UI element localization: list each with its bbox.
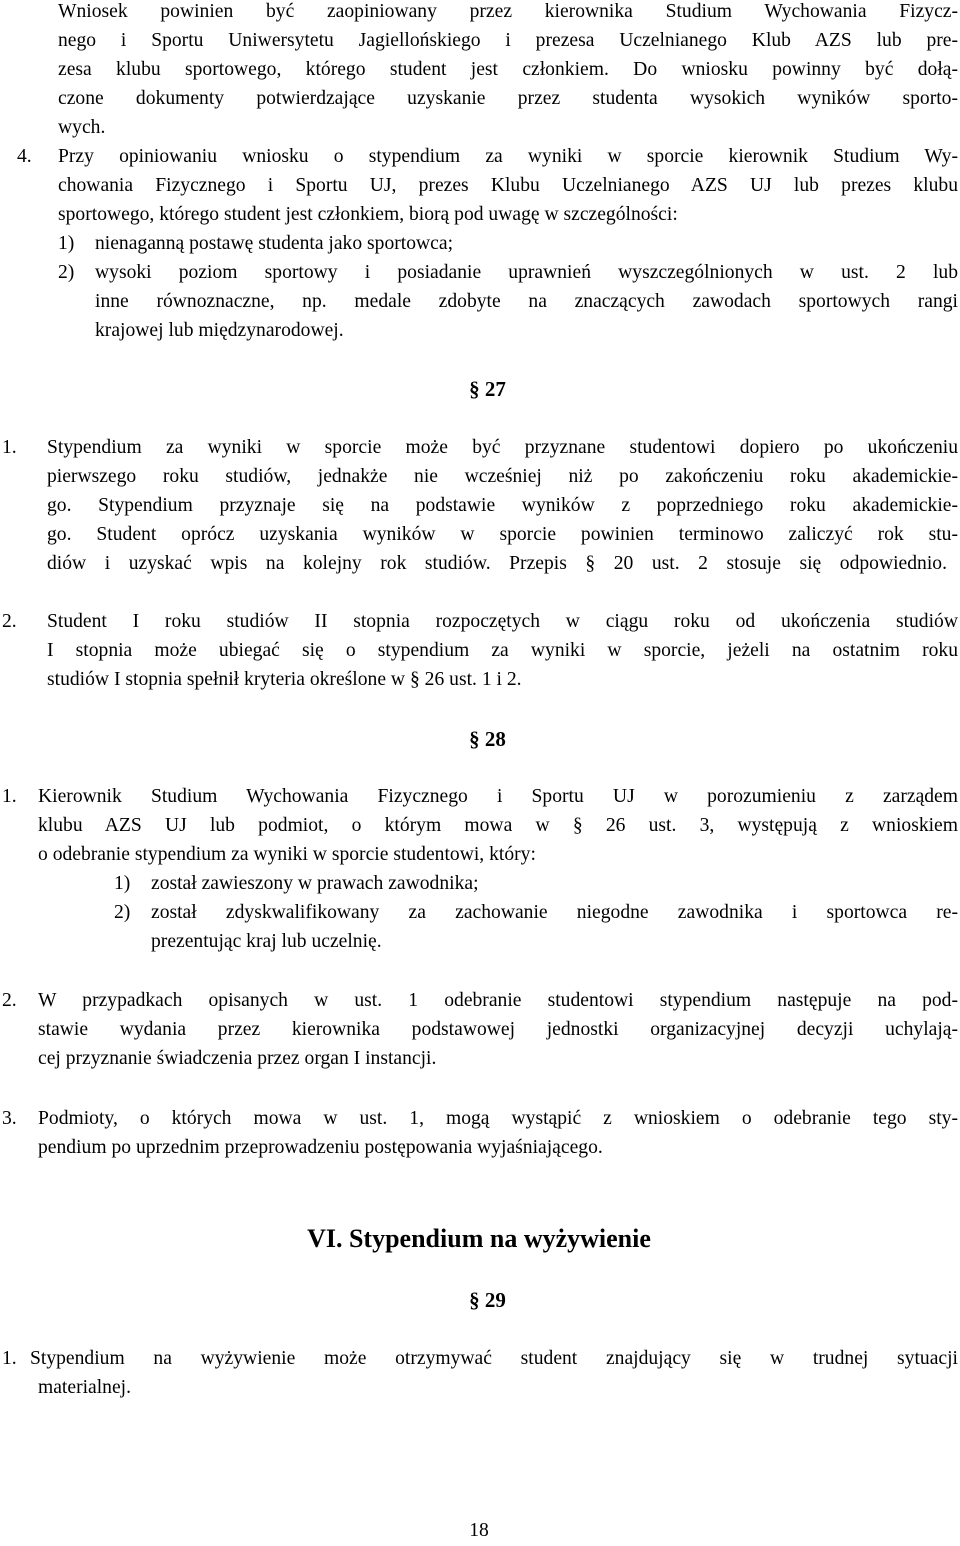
list-item-number: 1) xyxy=(114,873,131,894)
list-item-number: 2) xyxy=(58,262,75,283)
section-title: § 29 xyxy=(469,1288,506,1312)
page-number: 18 xyxy=(469,1520,489,1541)
paragraph-line: go. Student oprócz uzyskania wyników w sporcie powinien terminowo zaliczyć rok stu- xyxy=(47,524,958,545)
paragraph-line: diów i uzyskać wpis na kolejny rok studiów. Przepis § 20 ust. 2 stosuje się odpowiednio. xyxy=(47,553,947,574)
list-item-line: został zawieszony w prawach zawodnika; xyxy=(151,873,479,894)
intro-line: czone dokumenty potwierdzające uzyskanie przez studenta wysokich wyników sporto- xyxy=(58,88,958,109)
paragraph-line: Stypendium za wyniki w sporcie może być przyznane studentowi dopiero po ukończeniu xyxy=(47,437,958,458)
paragraph-line: Stypendium na wyżywienie może otrzymywać student znajdujący się w trudnej sytuacji xyxy=(30,1348,958,1369)
paragraph-number: 1. xyxy=(2,1348,17,1369)
list-item-line: nienaganną postawę studenta jako sportowca; xyxy=(95,233,454,254)
paragraph-number: 1. xyxy=(2,437,17,458)
paragraph-line: Podmioty, o których mowa w ust. 1, mogą wystąpić z wnioskiem o odebranie tego sty- xyxy=(38,1108,958,1129)
intro-line: Wniosek powinien być zaopiniowany przez kierownika Studium Wychowania Fizycz- xyxy=(58,1,958,22)
paragraph-number: 3. xyxy=(2,1108,17,1129)
intro-line: wych. xyxy=(58,117,106,138)
paragraph-number: 1. xyxy=(2,786,17,807)
intro-line: zesa klubu sportowego, którego student jest członkiem. Do wniosku powinny być dołą- xyxy=(58,59,958,80)
list-item-number: 2) xyxy=(114,902,131,923)
list-item-line: prezentując kraj lub uczelnię. xyxy=(151,931,382,952)
section-title: § 28 xyxy=(469,727,506,751)
paragraph-line: I stopnia może ubiegać się o stypendium za wyniki w sporcie, jeżeli na ostatnim roku xyxy=(47,640,958,661)
section-title: § 27 xyxy=(469,377,506,401)
paragraph-line: cej przyznanie świadczenia przez organ I instancji. xyxy=(38,1048,437,1069)
paragraph-line: Kierownik Studium Wychowania Fizycznego i Sportu UJ w porozumieniu z zarządem xyxy=(38,786,958,807)
list-item-number: 1) xyxy=(58,233,75,254)
list-item-line: został zdyskwalifikowany za zachowanie niegodne zawodnika i sportowca re- xyxy=(151,902,958,923)
paragraph-number: 2. xyxy=(2,990,17,1011)
paragraph-line: sportowego, którego student jest członkiem, biorą pod uwagę w szczególności: xyxy=(58,204,678,225)
paragraph-line: stawie wydania przez kierownika podstawowej jednostki organizacyjnej decyzji uchylają- xyxy=(38,1019,958,1040)
paragraph-line: W przypadkach opisanych w ust. 1 odebranie studentowi stypendium następuje na pod- xyxy=(38,990,958,1011)
paragraph-line: Przy opiniowaniu wniosku o stypendium za wyniki w sporcie kierownik Studium Wy- xyxy=(58,146,958,167)
paragraph-line: chowania Fizycznego i Sportu UJ, prezes Klubu Uczelnianego AZS UJ lub prezes klubu xyxy=(58,175,958,196)
paragraph-number: 2. xyxy=(2,611,17,632)
list-item-line: inne równoznaczne, np. medale zdobyte na znaczących zawodach sportowych rangi xyxy=(95,291,958,312)
chapter-heading: VI. Stypendium na wyżywienie xyxy=(307,1224,651,1253)
paragraph-line: pendium po uprzednim przeprowadzeniu postępowania wyjaśniającego. xyxy=(38,1137,603,1158)
list-item-line: krajowej lub międzynarodowej. xyxy=(95,320,344,341)
intro-line: nego i Sportu Uniwersytetu Jagiellońskiego i prezesa Uczelnianego Klub AZS lub pre- xyxy=(58,30,958,51)
paragraph-number: 4. xyxy=(17,146,32,167)
paragraph-line: Student I roku studiów II stopnia rozpoczętych w ciągu roku od ukończenia studiów xyxy=(47,611,958,632)
paragraph-line: klubu AZS UJ lub podmiot, o którym mowa w § 26 ust. 3, występują z wnioskiem xyxy=(38,815,958,836)
paragraph-line: materialnej. xyxy=(38,1377,132,1398)
paragraph-line: studiów I stopnia spełnił kryteria określone w § 26 ust. 1 i 2. xyxy=(47,669,522,690)
paragraph-line: o odebranie stypendium za wyniki w sporcie studentowi, który: xyxy=(38,844,536,865)
paragraph-line: go. Stypendium przyznaje się na podstawie wyników z poprzedniego roku akademickie- xyxy=(47,495,958,516)
list-item-line: wysoki poziom sportowy i posiadanie uprawnień wyszczególnionych w ust. 2 lub xyxy=(95,262,958,283)
paragraph-line: pierwszego roku studiów, jednakże nie wcześniej niż po zakończeniu roku akademickie- xyxy=(47,466,958,487)
